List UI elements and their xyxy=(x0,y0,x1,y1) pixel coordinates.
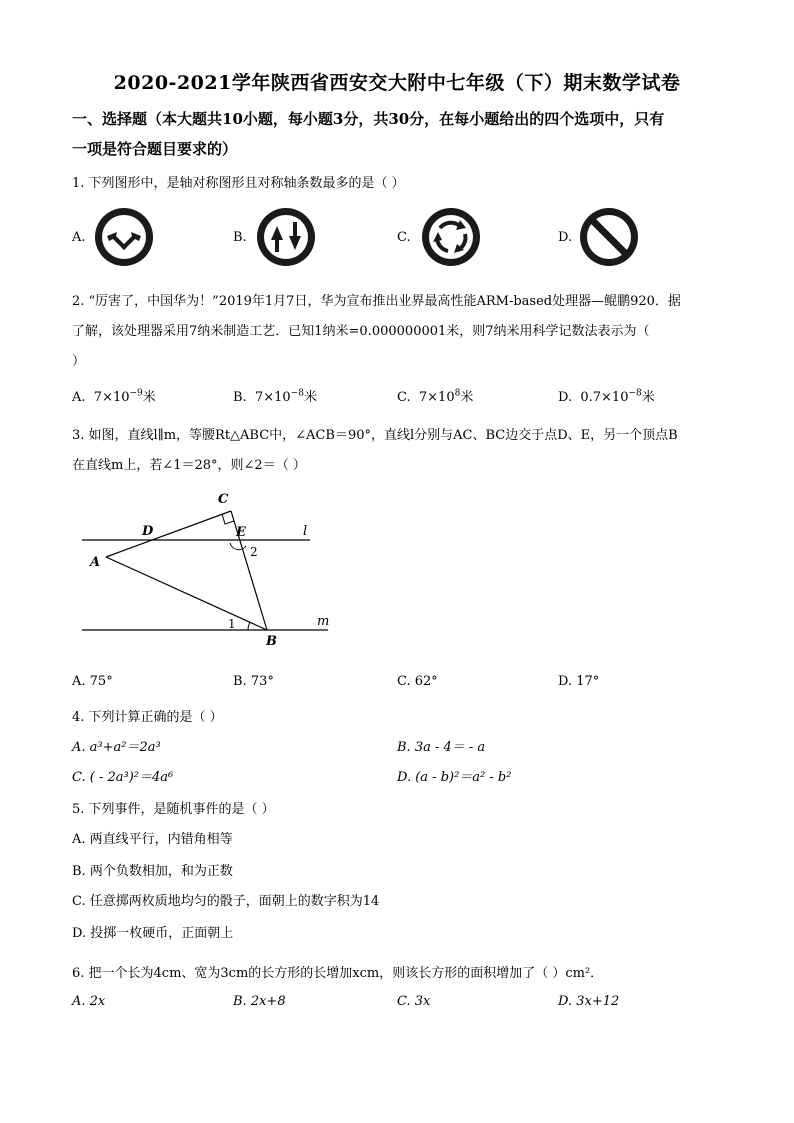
label-angle-2: 2 xyxy=(250,545,258,559)
q1-option-a-label: A. xyxy=(72,230,86,245)
q3-option-c: C. 62° xyxy=(397,674,438,689)
sign-two-way-arrows-icon xyxy=(93,206,155,268)
q2-option-c: C. $7\times 10^8$米 xyxy=(397,388,474,405)
page-title: 2020-2021学年陕西省西安交大附中七年级（下）期末数学试卷 xyxy=(113,72,681,94)
label-a: A xyxy=(90,555,101,570)
section-heading-line2: 一项是符合题目要求的） xyxy=(72,140,238,158)
q4-option-b: B. 3a - 4＝ - a xyxy=(397,740,486,755)
segment-ac xyxy=(106,511,231,557)
q6-option-d: D. 3x+12 xyxy=(558,994,620,1009)
q2-stem-line2: 了解，该处理器采用7纳米制造工艺．已知1纳米=0.000000001米，则7纳米用科学记数法表示为（ xyxy=(72,324,650,339)
q2-option-a: A. $7\times 10^{-9}$米 xyxy=(72,388,156,405)
q6-stem: 6. 把一个长为4cm、宽为3cm的长方形的长增加xcm，则该长方形的面积增加了（ ）cm²． xyxy=(72,966,604,981)
angle-2-arc xyxy=(230,543,246,550)
angle-1-arc xyxy=(248,622,250,630)
label-l: l xyxy=(303,524,308,539)
label-b: B xyxy=(266,634,277,649)
sign-up-down-arrows-icon xyxy=(255,206,317,268)
q2-option-b: B. $7\times 10^{-8}$米 xyxy=(233,388,317,405)
q5-option-d: D. 投掷一枚硬币，正面朝上 xyxy=(72,926,234,941)
q5-option-b: B. 两个负数相加，和为正数 xyxy=(72,864,233,879)
q4-option-c: C. ( - 2a³)²＝4a⁶ xyxy=(72,770,174,785)
q6-option-b: B. 2x+8 xyxy=(233,994,286,1009)
sign-roundabout-icon xyxy=(420,206,482,268)
q5-stem: 5. 下列事件，是随机事件的是（ ） xyxy=(72,802,275,817)
label-c: C xyxy=(218,492,229,507)
q5-option-c: C. 任意掷两枚质地均匀的骰子，面朝上的数字积为14 xyxy=(72,894,380,909)
q3-stem-line2: 在直线m上，若∠1＝28°，则∠2＝（ ） xyxy=(72,458,306,473)
q3-option-d: D. 17° xyxy=(558,674,600,689)
q4-option-a: A. a³+a²＝2a³ xyxy=(72,740,161,755)
q6-option-c: C. 3x xyxy=(397,994,431,1009)
q3-option-b: B. 73° xyxy=(233,674,274,689)
q2-stem-line3: ） xyxy=(72,354,86,369)
segment-ab xyxy=(106,557,267,630)
q1-option-d-label: D. xyxy=(558,230,573,245)
q2-stem-line1: 2. “厉害了，中国华为！”2019年1月7日，华为宣布推出业界最高性能ARM-based处理器—鲲鹏920．据 xyxy=(72,294,681,309)
section-heading-line1: 一、选择题（本大题共10小题，每小题3分，共30分，在每小题给出的四个选项中，只有 xyxy=(72,110,665,128)
q3-stem-line1: 3. 如图，直线l∥m，等腰Rt△ABC中，∠ACB＝90°，直线l分别与AC、BC边交于点D、E，另一个顶点B xyxy=(72,428,678,443)
q1-option-c-label: C. xyxy=(397,230,411,245)
q2-option-d: D. $0.7\times 10^{-8}$米 xyxy=(558,388,655,405)
q1-option-b-label: B. xyxy=(233,230,247,245)
label-d: D xyxy=(142,524,154,539)
q3-option-a: A. 75° xyxy=(72,674,113,689)
sign-no-entry-icon xyxy=(578,206,640,268)
q4-stem: 4. 下列计算正确的是（ ） xyxy=(72,710,223,725)
label-angle-1: 1 xyxy=(228,617,236,631)
label-e: E xyxy=(236,525,246,540)
q6-option-a: A. 2x xyxy=(72,994,106,1009)
label-m: m xyxy=(317,614,330,629)
q5-option-a: A. 两直线平行，内错角相等 xyxy=(72,832,233,847)
q3-geometry-figure xyxy=(70,485,340,650)
q4-option-d: D. (a - b)²＝a² - b² xyxy=(397,770,512,785)
q1-stem: 1. 下列图形中，是轴对称图形且对称轴条数最多的是（ ） xyxy=(72,176,405,191)
